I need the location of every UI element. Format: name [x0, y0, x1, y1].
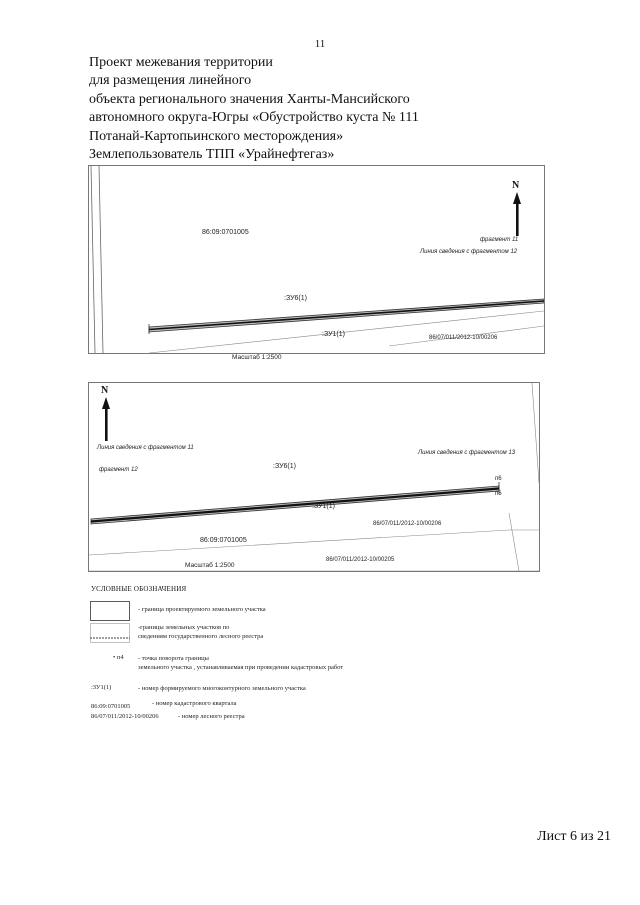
- legend-symbol-forest-plots: [90, 623, 130, 643]
- legend-title: УСЛОВНЫЕ ОБОЗНАЧЕНИЯ: [91, 585, 187, 593]
- sheet-label: Лист 6 из 21: [537, 829, 611, 844]
- map1-cadastral-quarter: 86:09:0701005: [202, 229, 249, 236]
- legend-symbol-cadastral-quarter: 86:09:0701005: [91, 703, 131, 710]
- header-line-5: Потанай-Картопьинского месторождения»: [89, 128, 344, 144]
- map-fragment-11: [88, 165, 545, 354]
- header-line-2: для размещения линейного: [89, 73, 252, 89]
- map2-point-label-2: п6: [495, 491, 502, 497]
- map2-plot-zu6: :ЗУ6(1): [273, 463, 296, 470]
- header-line-3: объекта регионального значения Ханты-Мансийского: [89, 91, 410, 107]
- legend-symbol-forest-registry: 86/07/011/2012-10/00206: [91, 713, 159, 720]
- legend-symbol-projected-plot: [90, 601, 130, 621]
- map2-junction-line-left: Линия сведения с фрагментом 11: [97, 445, 194, 451]
- legend-symbol-plot-number: :ЗУ1(1): [91, 684, 112, 691]
- map1-plot-axis: [149, 301, 544, 330]
- header-line-4: автономного округа-Югры «Обустройство куста № 111: [89, 110, 419, 126]
- legend-item-2-line-1: -границы земельных участков по: [138, 624, 230, 631]
- legend-item-5: - номер кадастрового квартала: [152, 700, 237, 707]
- map2-junction-line-right: Линия сведения с фрагментом 13: [418, 450, 516, 456]
- map1-plot-zu6: :ЗУ6(1): [284, 295, 307, 302]
- document-header: [89, 54, 419, 164]
- map2-forest-registry-1: 86/07/011/2012-10/00206: [373, 521, 442, 527]
- map-2-drawing: [89, 383, 539, 571]
- map2-plot-axis: [91, 489, 499, 522]
- map2-fragment-label: фрагмент 12: [99, 467, 138, 473]
- map2-registry-line-c: [509, 513, 519, 571]
- map1-junction-line-label: Линия сведения с фрагментом 12: [420, 249, 518, 255]
- map2-forest-registry-2: 86/07/011/2012-10/00205: [326, 557, 395, 563]
- header-line-1: Проект межевания территории: [89, 55, 273, 70]
- legend-symbol-turn-point: • п4: [113, 654, 124, 661]
- map1-north-label: N: [512, 180, 520, 191]
- legend-item-1: - граница проектируемого земельного участка: [138, 606, 266, 613]
- map2-right-boundary: [532, 383, 539, 483]
- map2-plot-zu1: :ЗУ1(1): [312, 503, 335, 510]
- north-arrow-icon: [101, 397, 111, 442]
- map1-forest-registry: 86/07/011/2012-10/00206: [429, 335, 498, 341]
- header-line-6: Землепользователь ТПП «Урайнефтегаз»: [89, 147, 335, 163]
- map2-registry-line-a: [89, 530, 509, 555]
- map1-left-boundary-a: [91, 166, 95, 353]
- map-fragment-12: [88, 382, 540, 572]
- legend-item-3-line-2: земельного участка , устанавливаемая при проведении кадастровых работ: [138, 664, 344, 671]
- map1-fragment-label: фрагмент 11: [480, 237, 519, 243]
- legend-item-2-line-2: сведениям государственного лесного реестра: [138, 633, 264, 640]
- legend-item-4: - номер формируемого многоконтурного земельного участка: [138, 685, 306, 692]
- page-number: 11: [314, 38, 326, 50]
- map1-plot-zu1: :ЗУ1(1): [322, 331, 345, 338]
- map2-cadastral-quarter: 86:09:0701005: [200, 537, 247, 544]
- map2-point-label-1: п6: [495, 476, 502, 482]
- map2-scale: Масштаб 1:2500: [185, 562, 235, 569]
- map2-north-label: N: [101, 385, 109, 396]
- map1-scale: Масштаб 1:2500: [232, 354, 282, 361]
- map-1-drawing: [89, 166, 544, 353]
- legend-item-6: - номер лесного реестра: [178, 713, 245, 720]
- north-arrow-icon: [512, 192, 522, 237]
- map1-left-boundary-b: [99, 166, 103, 353]
- legend-item-3-line-1: - точка поворота границы: [138, 655, 209, 662]
